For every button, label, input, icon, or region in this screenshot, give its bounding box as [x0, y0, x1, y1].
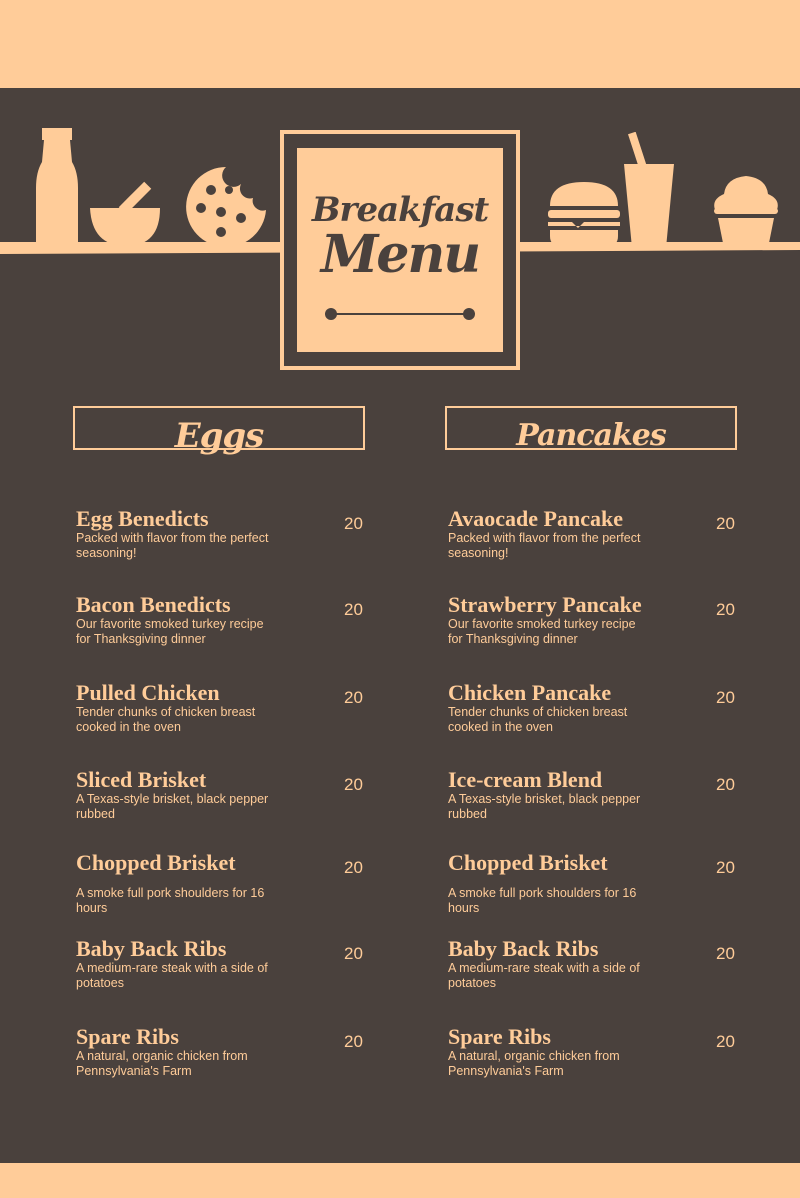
menu-item-description: A natural, organic chicken from Pennsylvania's Farm: [76, 1049, 248, 1078]
menu-item-price: 20: [344, 600, 363, 619]
section-title-pancakes: Pancakes: [445, 406, 737, 450]
menu-item-name: Ice-cream Blend: [448, 767, 603, 792]
menu-item-name: Baby Back Ribs: [448, 936, 599, 961]
menu-item: [76, 850, 376, 930]
menu-item: [448, 680, 748, 760]
menu-item-name: Pulled Chicken: [76, 680, 220, 705]
menu-item: [448, 767, 748, 847]
title-divider: [325, 306, 475, 322]
burger-icon: [548, 182, 620, 246]
menu-item-description: Tender chunks of chicken breast cooked in the oven: [76, 705, 256, 734]
title-line-1: Breakfast: [311, 190, 489, 230]
menu-item: [76, 592, 376, 672]
section-title-eggs: Eggs: [73, 406, 365, 450]
menu-item-price: 20: [344, 858, 363, 877]
menu-item: [448, 506, 748, 586]
menu-item-price: 20: [716, 600, 735, 619]
menu-item-name: Sliced Brisket: [76, 767, 207, 792]
menu-item-description: A natural, organic chicken from Pennsylvania's Farm: [448, 1049, 620, 1078]
menu-item-name: Egg Benedicts: [76, 506, 209, 531]
menu-item-price: 20: [716, 775, 735, 794]
menu-item: [448, 936, 748, 1016]
menu-item-name: Spare Ribs: [448, 1024, 551, 1049]
menu-item-description: A Texas-style brisket, black pepper rubbed: [76, 792, 269, 821]
menu-item-description: Our favorite smoked turkey recipe for Thanksgiving dinner: [76, 617, 264, 646]
mortar-pestle-icon: [90, 180, 162, 248]
soda-cup-icon: [622, 132, 676, 248]
title-plaque: [297, 148, 503, 352]
menu-item-name: Strawberry Pancake: [448, 592, 642, 617]
menu-item-name: Chicken Pancake: [448, 680, 612, 705]
cookie-icon: [185, 166, 267, 248]
menu-item: [76, 1024, 376, 1104]
milk-bottle-icon: [34, 128, 80, 248]
menu-item-name: Baby Back Ribs: [76, 936, 227, 961]
menu-item-price: 20: [344, 944, 363, 963]
menu-item-description: A smoke full pork shoulders for 16 hours: [448, 886, 637, 915]
menu-item: [76, 936, 376, 1016]
menu-item-description: A smoke full pork shoulders for 16 hours: [76, 886, 265, 915]
title-line-2: Menu: [320, 224, 480, 285]
cupcake-icon: [710, 172, 782, 248]
menu-item-description: A medium-rare steak with a side of potatoes: [76, 961, 268, 990]
menu-item-price: 20: [716, 944, 735, 963]
menu-item-price: 20: [716, 514, 735, 533]
menu-item-name: Avaocade Pancake: [448, 506, 623, 531]
menu-item-price: 20: [344, 1032, 363, 1051]
menu-item-price: 20: [716, 858, 735, 877]
menu-item: [76, 680, 376, 760]
menu-item-description: A Texas-style brisket, black pepper rubbed: [448, 792, 641, 821]
menu-item: [448, 1024, 748, 1104]
title-frame: [280, 130, 520, 370]
menu-item-description: Tender chunks of chicken breast cooked in the oven: [448, 705, 628, 734]
menu-item-price: 20: [344, 514, 363, 533]
menu-item-description: A medium-rare steak with a side of potatoes: [448, 961, 640, 990]
menu-item-description: Our favorite smoked turkey recipe for Thanksgiving dinner: [448, 617, 636, 646]
menu-item-name: Chopped Brisket: [448, 850, 608, 875]
menu-item-name: Chopped Brisket: [76, 850, 236, 875]
menu-item: [448, 592, 748, 672]
menu-item: [76, 506, 376, 586]
menu-item-price: 20: [344, 688, 363, 707]
menu-item-description: Packed with flavor from the perfect seasoning!: [448, 531, 641, 560]
menu-item: [448, 850, 748, 930]
menu-item-name: Bacon Benedicts: [76, 592, 231, 617]
menu-item-price: 20: [344, 775, 363, 794]
menu-item-price: 20: [716, 1032, 735, 1051]
menu-item-price: 20: [716, 688, 735, 707]
menu-item: [76, 767, 376, 847]
menu-item-name: Spare Ribs: [76, 1024, 179, 1049]
menu-item-description: Packed with flavor from the perfect seasoning!: [76, 531, 269, 560]
